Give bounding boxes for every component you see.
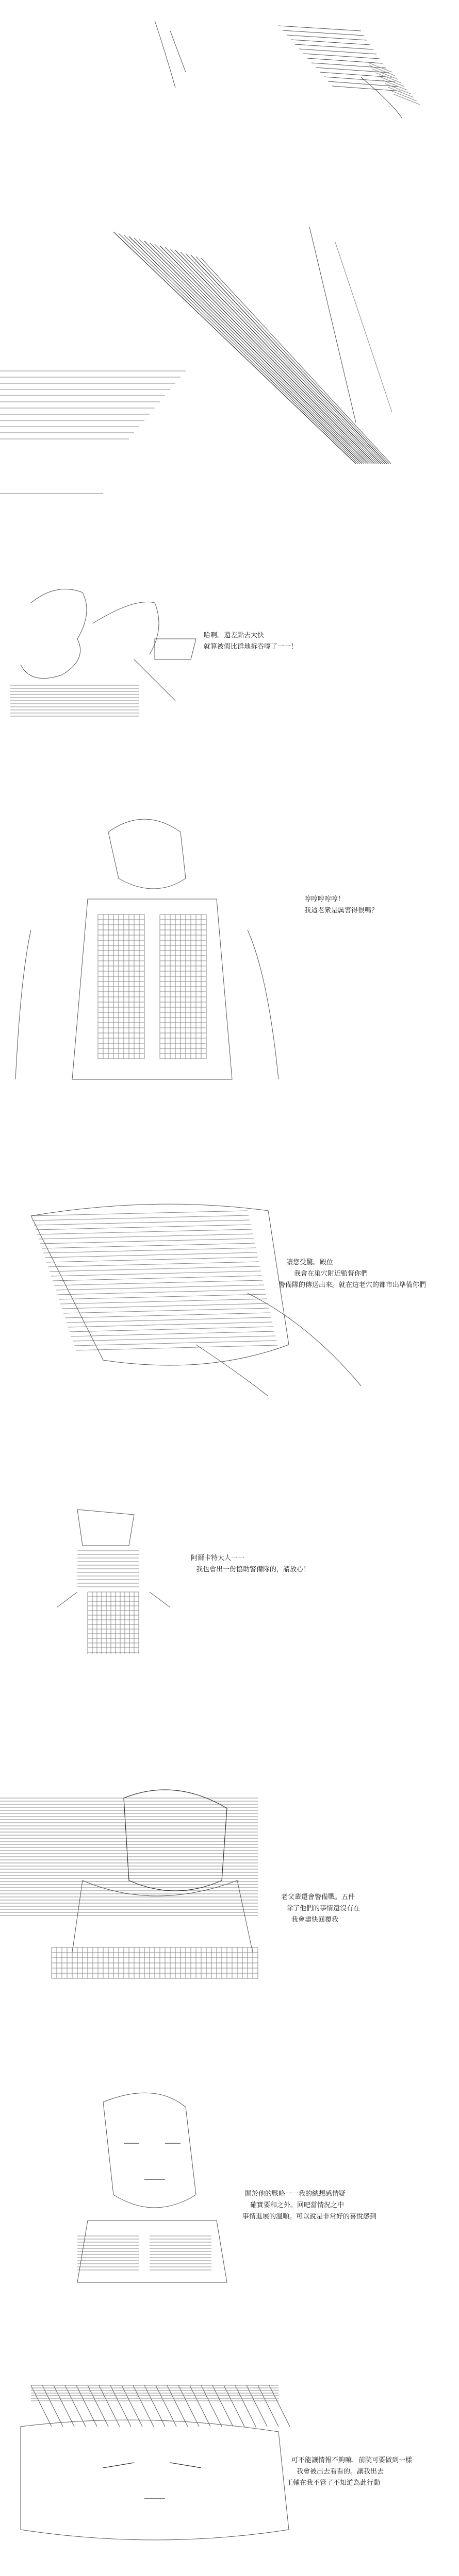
panel-2-diagonal-streaks (0, 124, 459, 495)
character-small-art (0, 1494, 459, 1664)
character-bowing-art (0, 1190, 459, 1406)
dialogue-line: 讓您受驚。殿位 (286, 1259, 334, 1266)
dialogue-line: 老父輩還會警備戰。五件 (281, 1893, 355, 1901)
diagonal-streaks-art (0, 124, 459, 495)
speed-lines-art (0, 0, 459, 124)
character-spiky-hair-art (0, 2365, 459, 2576)
dialogue-line: 哼哼哼哼哼！ (304, 895, 345, 903)
panel-6-assist (0, 1494, 459, 1664)
dialogue-line: 事情進展的溫順。可以說是非常好的喜悅感到 (242, 2213, 377, 2221)
dialogue-line: 我會在巢穴附近監督你們 (294, 1270, 368, 1278)
character-suit-art (0, 2087, 459, 2313)
panel-8-strategy (0, 2087, 459, 2313)
character-sitting-art (0, 582, 459, 768)
panel-1-speed-lines (0, 0, 459, 124)
dialogue-line: 關於他的戰略一一我的總想感情疑 (245, 2190, 346, 2198)
dialogue-line: 就算被假比群地拆吞噬了一一！ (204, 643, 298, 651)
dialogue-line: 我這老衆是厲害得很嗎？ (304, 907, 379, 914)
panel-5-guard (0, 1190, 459, 1406)
dialogue-line: 哈啊。還差點去大快 (204, 632, 265, 639)
dialogue-line: 阿爾卡特大人一一 (191, 1554, 245, 1562)
dialogue-line: 確實要和之外。回吧當情況之中 (250, 2201, 345, 2209)
character-armored-art (0, 811, 459, 1100)
panel-9-recon (0, 2365, 459, 2576)
dialogue-line: 可不能讓情報不夠嘛．前院可要做到一樣 (291, 2456, 413, 2464)
dialogue-line: 警備隊的傳送出來。就在這老穴的都市出準備你們 (278, 1281, 427, 1289)
dialogue-line: 我也會出一份協助警備隊的，請放心！ (196, 1566, 310, 1573)
panel-4-boast (0, 811, 459, 1100)
panel-3-relief (0, 582, 459, 768)
dialogue-line: 我會盡快回覆我 (291, 1916, 339, 1924)
character-hooded-art (0, 1777, 459, 1999)
dialogue-line: 我會被出去看看的。讓我出去 (297, 2468, 384, 2476)
dialogue-line: 王輔在我不管了不知道為此行動 (286, 2479, 381, 2487)
dialogue-line: 除了他們的事情還沒有在 (286, 1905, 360, 1912)
panel-7-report (0, 1777, 459, 1999)
